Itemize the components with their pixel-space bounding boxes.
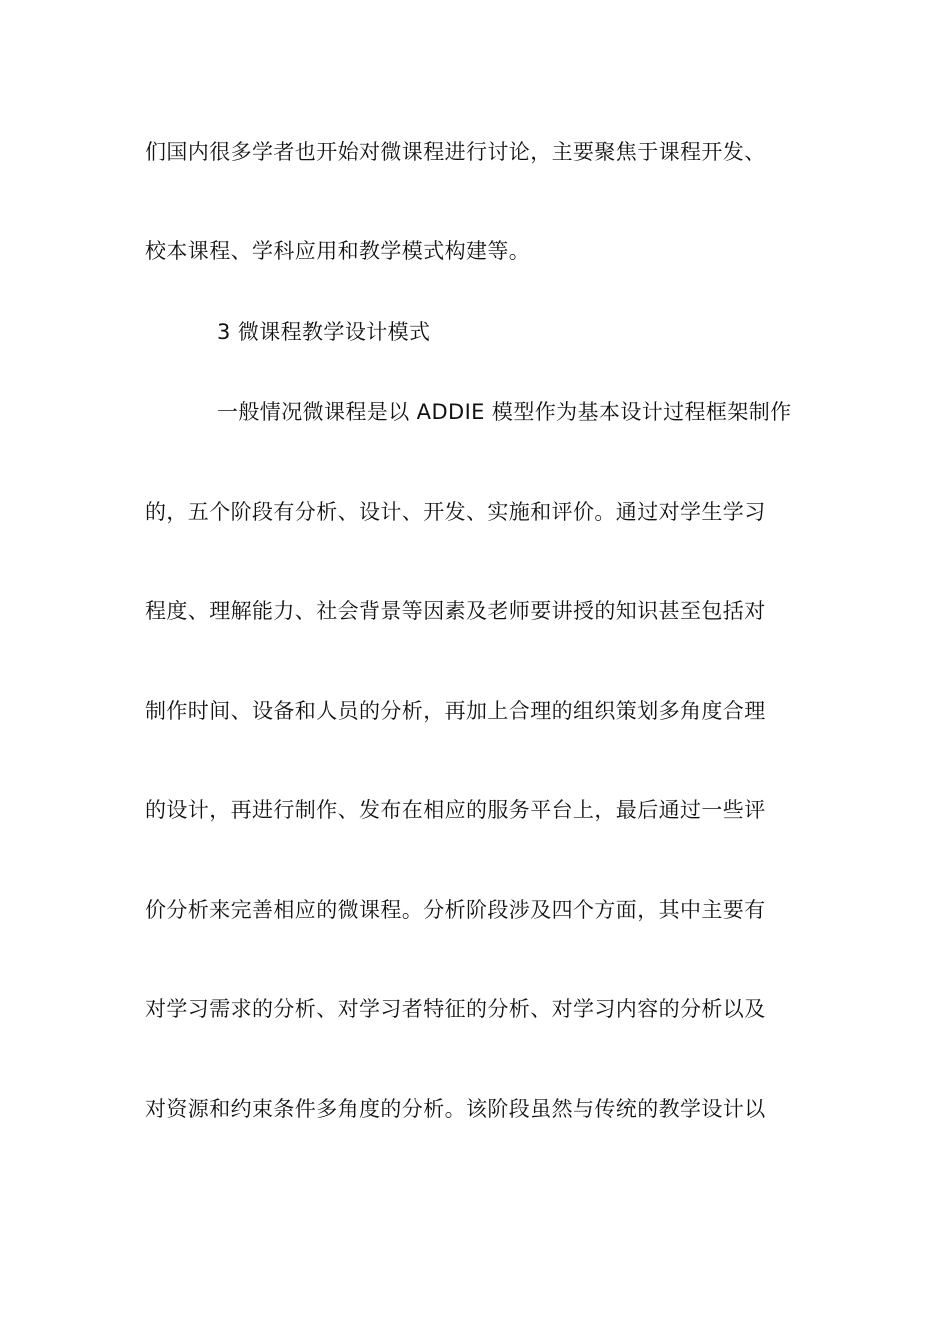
- paragraph-line: 对资源和约束条件多角度的分析。该阶段虽然与传统的教学设计以: [145, 1097, 766, 1121]
- section-heading: 3 微课程教学设计模式: [217, 320, 431, 344]
- paragraph-line: 的，五个阶段有分析、设计、开发、实施和评价。通过对学生学习: [145, 500, 766, 524]
- paragraph-line: 制作时间、设备和人员的分析，再加上合理的组织策划多角度合理: [145, 699, 766, 723]
- paragraph-line: 的设计，再进行制作、发布在相应的服务平台上，最后通过一些评: [145, 798, 766, 822]
- paragraph-line: 校本课程、学科应用和教学模式构建等。: [145, 239, 531, 263]
- paragraph-line: 程度、理解能力、社会背景等因素及老师要讲授的知识甚至包括对: [145, 599, 766, 623]
- paragraph-line: 一般情况微课程是以 ADDIE 模型作为基本设计过程框架制作: [217, 400, 792, 424]
- paragraph-line: 对学习需求的分析、对学习者特征的分析、对学习内容的分析以及: [145, 997, 766, 1021]
- paragraph-line: 价分析来完善相应的微课程。分析阶段涉及四个方面，其中主要有: [145, 898, 766, 922]
- paragraph-line: 们国内很多学者也开始对微课程进行讨论，主要聚焦于课程开发、: [145, 140, 766, 164]
